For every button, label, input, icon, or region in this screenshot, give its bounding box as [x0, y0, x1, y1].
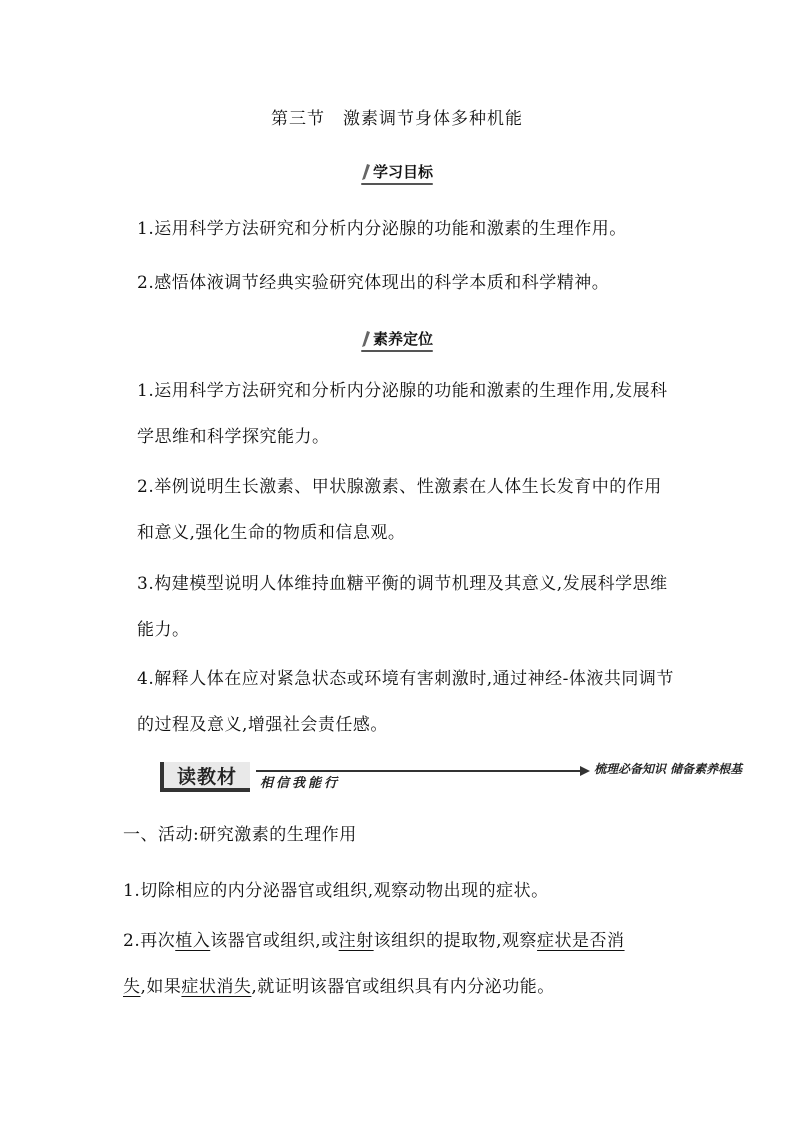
banner-main-box: [160, 762, 250, 792]
banner-right-text: 梳理必备知识 储备素养根基: [594, 762, 743, 776]
step2-text-3: 该组织的提取物,观察: [373, 931, 538, 951]
objective-item-2: 2.感悟体液调节经典实验研究体现出的科学本质和科学精神。: [137, 273, 610, 293]
page-title: 第三节 激素调节身体多种机能: [271, 109, 523, 129]
step2-text-5: ,就证明该器官或组织具有内分泌功能。: [251, 977, 555, 997]
literacy-item-1: 1.运用科学方法研究和分析内分泌腺的功能和激素的生理作用,发展科学思维和科学探究能力。: [137, 381, 668, 447]
literacy-item-4: 4.解释人体在应对紧急状态或环境有害刺激时,通过神经-体液共同调节的过程及意义,增强社会责任感。: [137, 669, 674, 735]
activity-step-2: [123, 918, 678, 1010]
banner-sub-text: 相信我能行: [260, 776, 341, 791]
step2-blank-disappear: 症状消失: [181, 977, 252, 997]
objective-item-1: 1.运用科学方法研究和分析内分泌腺的功能和激素的生理作用。: [137, 219, 627, 239]
step2-blank-implant: 植入: [175, 931, 211, 951]
activity-step-1: 1.切除相应的内分泌器官或组织,观察动物出现的症状。: [123, 881, 549, 901]
activity-heading: 一、活动:研究激素的生理作用: [123, 825, 357, 845]
pen-icon: [361, 330, 371, 348]
objectives-heading-text: 学习目标: [372, 163, 433, 181]
literacy-item-2: 2.举例说明生长激素、甲状腺激素、性激素在人体生长发育中的作用和意义,强化生命的物质和信息观。: [137, 477, 662, 543]
banner-main-text: 读教材: [176, 765, 237, 788]
objectives-heading: [0, 161, 794, 185]
read-textbook-banner: [160, 762, 743, 796]
step2-blank-inject: 注射: [338, 931, 374, 951]
step2-blank-symptom: 症状是否消: [537, 931, 625, 951]
step2-text-1: 2.再次: [123, 931, 176, 951]
literacy-heading: [0, 328, 794, 352]
step2-blank-symptom-cont: 失: [123, 977, 141, 997]
banner-arrow-icon: [580, 766, 590, 776]
step2-text-2: 该器官或组织,或: [210, 931, 339, 951]
literacy-heading-text: 素养定位: [372, 330, 433, 348]
pen-icon: [361, 163, 371, 181]
step2-text-4: ,如果: [140, 977, 182, 997]
literacy-item-3: 3.构建模型说明人体维持血糖平衡的调节机理及其意义,发展科学思维能力。: [137, 574, 668, 640]
